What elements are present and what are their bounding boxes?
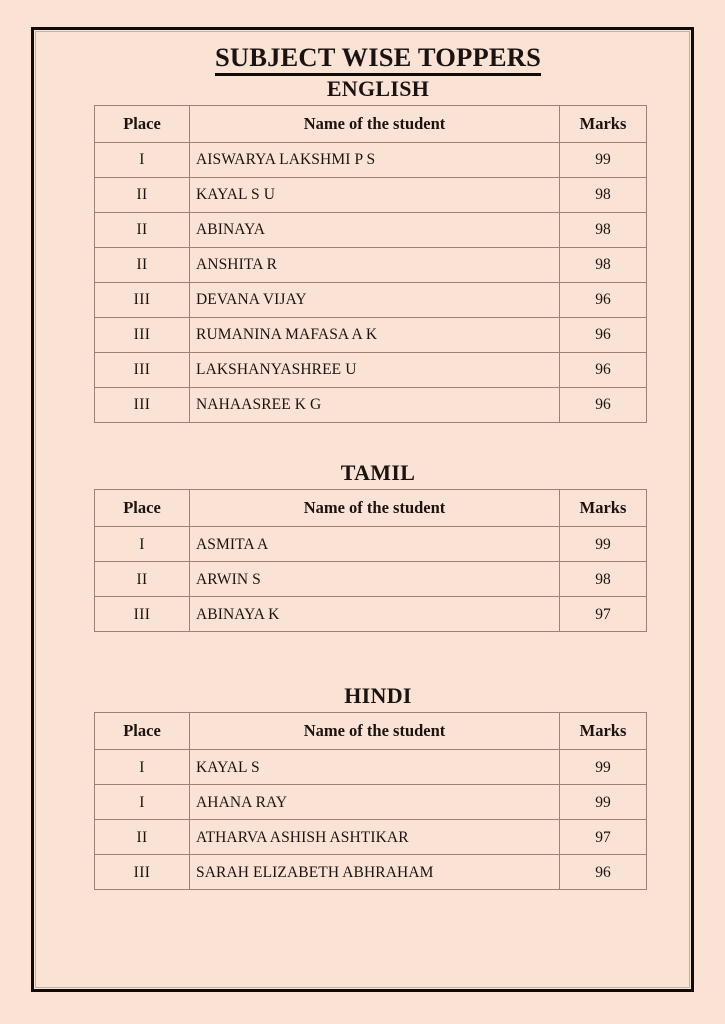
cell-place: III (95, 855, 190, 890)
cell-name: ANSHITA R (190, 248, 560, 283)
cell-marks: 97 (560, 597, 647, 632)
column-header-marks: Marks (560, 490, 647, 527)
cell-name: NAHAASREE K G (190, 388, 560, 423)
table-row (95, 855, 647, 890)
cell-marks: 99 (560, 143, 647, 178)
toppers-table-tamil (94, 489, 647, 632)
cell-place: I (95, 750, 190, 785)
table-row (95, 562, 647, 597)
section-tamil (94, 461, 662, 632)
cell-place: II (95, 562, 190, 597)
cell-place: I (95, 785, 190, 820)
cell-place: III (95, 388, 190, 423)
column-header-name: Name of the student (190, 106, 560, 143)
cell-marks: 98 (560, 178, 647, 213)
cell-name: ASMITA A (190, 527, 560, 562)
page-frame (31, 27, 694, 992)
cell-place: I (95, 527, 190, 562)
cell-marks: 98 (560, 248, 647, 283)
table-row (95, 213, 647, 248)
table-row (95, 527, 647, 562)
cell-place: I (95, 143, 190, 178)
cell-marks: 96 (560, 283, 647, 318)
cell-place: II (95, 820, 190, 855)
cell-name: ARWIN S (190, 562, 560, 597)
table-row (95, 318, 647, 353)
section-english (94, 77, 662, 423)
cell-marks: 99 (560, 750, 647, 785)
column-header-place: Place (95, 490, 190, 527)
table-row (95, 597, 647, 632)
cell-place: II (95, 248, 190, 283)
cell-marks: 96 (560, 855, 647, 890)
cell-place: II (95, 178, 190, 213)
page-content (34, 30, 691, 989)
subject-heading-hindi: HINDI (344, 683, 412, 709)
column-header-marks: Marks (560, 713, 647, 750)
toppers-table-english (94, 105, 647, 423)
table-row (95, 248, 647, 283)
cell-name: AISWARYA LAKSHMI P S (190, 143, 560, 178)
cell-marks: 96 (560, 388, 647, 423)
cell-name: ABINAYA (190, 213, 560, 248)
cell-place: III (95, 597, 190, 632)
column-header-place: Place (95, 106, 190, 143)
table-row (95, 785, 647, 820)
table-row (95, 143, 647, 178)
table-row (95, 178, 647, 213)
cell-marks: 96 (560, 353, 647, 388)
column-header-marks: Marks (560, 106, 647, 143)
page-title (94, 44, 662, 72)
cell-marks: 98 (560, 562, 647, 597)
column-header-name: Name of the student (190, 490, 560, 527)
table-header-row (95, 490, 647, 527)
cell-marks: 97 (560, 820, 647, 855)
cell-marks: 99 (560, 527, 647, 562)
cell-name: AHANA RAY (190, 785, 560, 820)
cell-name: SARAH ELIZABETH ABHRAHAM (190, 855, 560, 890)
cell-name: LAKSHANYASHREE U (190, 353, 560, 388)
table-row (95, 283, 647, 318)
cell-marks: 99 (560, 785, 647, 820)
cell-place: III (95, 283, 190, 318)
cell-marks: 96 (560, 318, 647, 353)
cell-name: KAYAL S (190, 750, 560, 785)
table-header-row (95, 106, 647, 143)
cell-name: RUMANINA MAFASA A K (190, 318, 560, 353)
cell-name: KAYAL S U (190, 178, 560, 213)
subject-heading-tamil: TAMIL (340, 460, 416, 485)
cell-name: DEVANA VIJAY (190, 283, 560, 318)
page-title-text: SUBJECT WISE TOPPERS (215, 42, 541, 76)
cell-place: III (95, 318, 190, 353)
subject-heading-english: ENGLISH (326, 75, 430, 101)
column-header-place: Place (95, 713, 190, 750)
cell-place: II (95, 213, 190, 248)
column-header-name: Name of the student (190, 713, 560, 750)
cell-place: III (95, 353, 190, 388)
table-row (95, 388, 647, 423)
cell-name: ABINAYA K (190, 597, 560, 632)
table-header-row (95, 713, 647, 750)
toppers-table-hindi (94, 712, 647, 890)
cell-name: ATHARVA ASHISH ASHTIKAR (190, 820, 560, 855)
table-row (95, 353, 647, 388)
table-row (95, 820, 647, 855)
section-hindi (94, 684, 662, 890)
table-row (95, 750, 647, 785)
cell-marks: 98 (560, 213, 647, 248)
